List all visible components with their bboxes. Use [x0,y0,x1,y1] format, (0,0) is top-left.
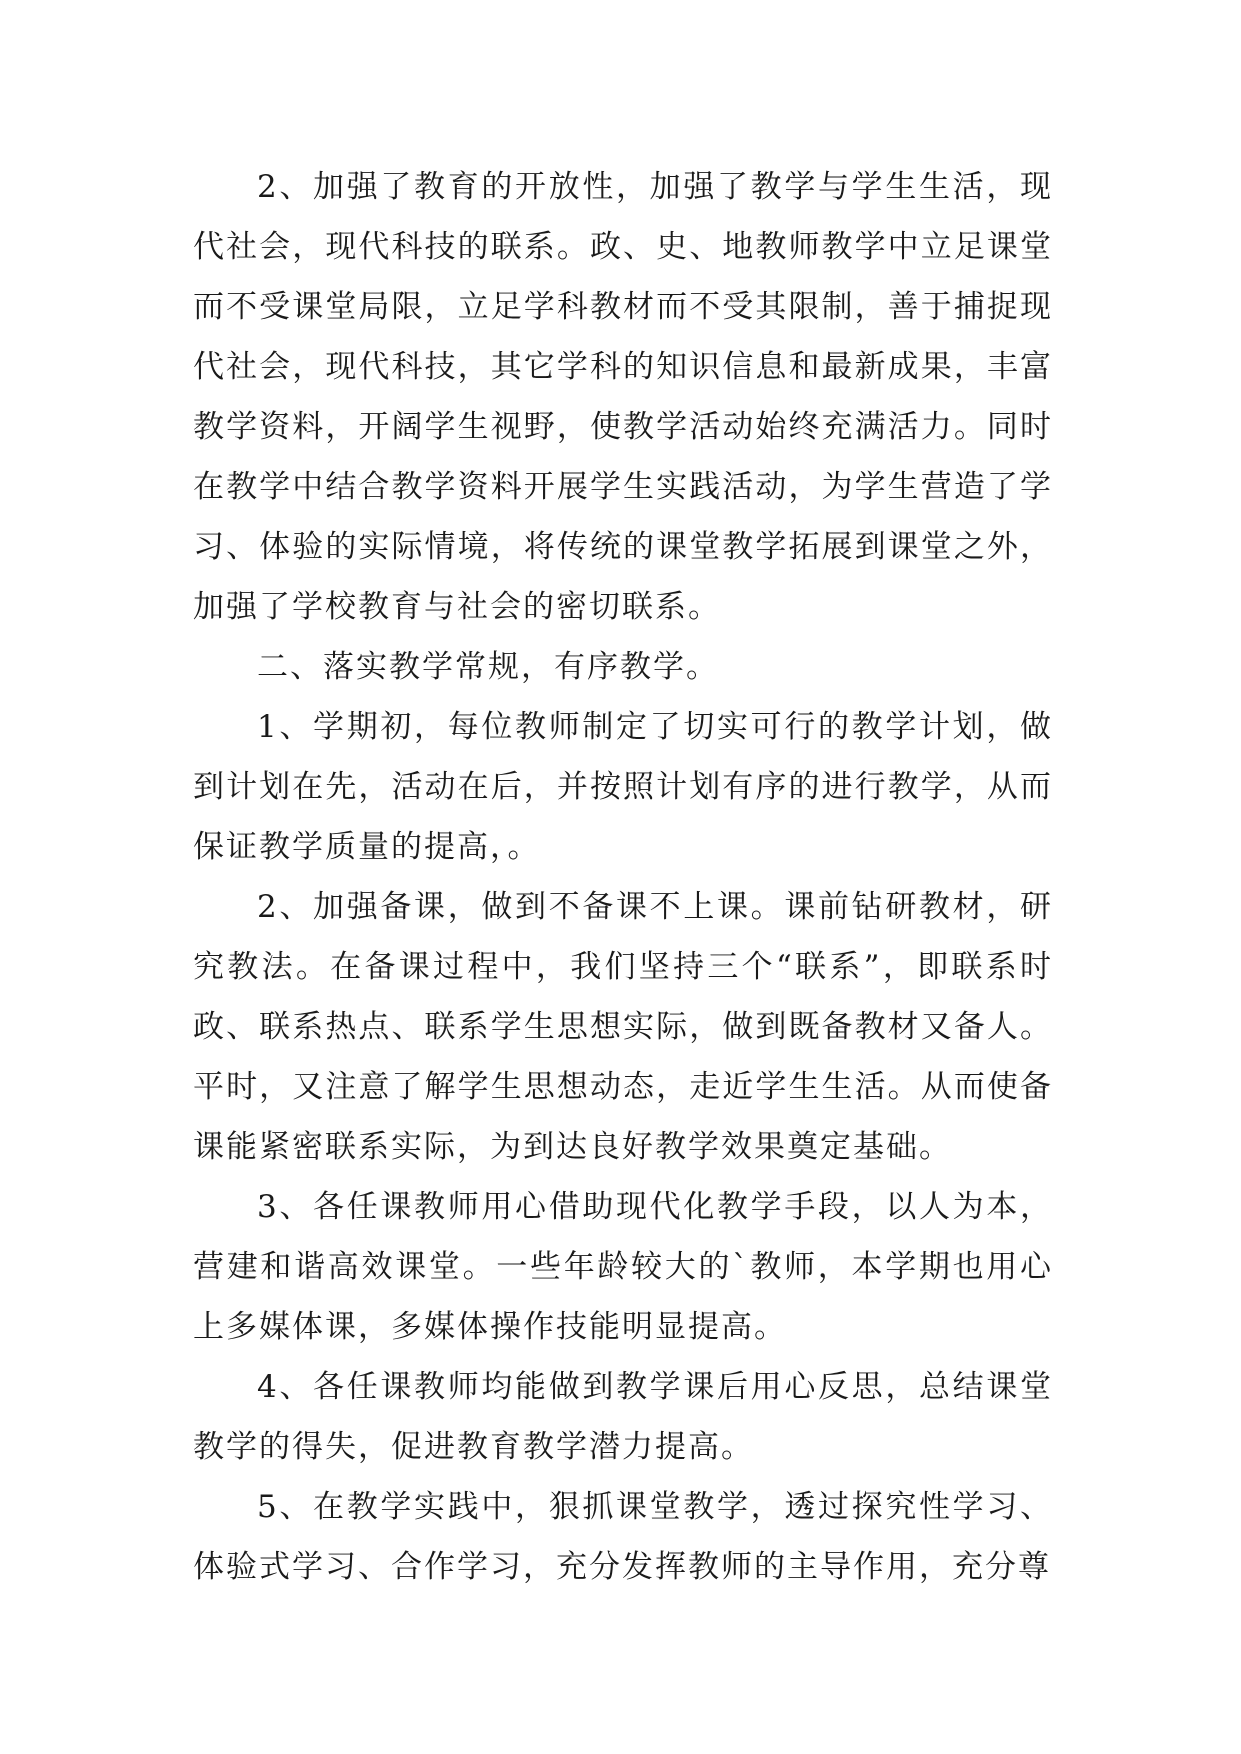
section-heading-teaching-routine: 二、落实教学常规，有序教学。 [257,649,719,685]
paragraph-reflection: 4、各任课教师均能做到教学课后用心反思，总结课堂教学的得失，促进教育教学潜力提高。 [193,1369,1053,1465]
paragraph-lesson-preparation: 2、加强备课，做到不备课不上课。课前钻研教材，研究教法。在备课过程中，我们坚持三个“联系”，即联系时政、联系热点、联系学生思想实际，做到既备教材又备人。平时，又注意了解学生思想动态，走近学生生活。从而使备课能紧密联系实际，为到达良好教学效果奠定基础。 [193,889,1053,1165]
paragraph-modern-teaching-means: 3、各任课教师用心借助现代化教学手段，以人为本，营建和谐高效课堂。一些年龄较大的`教师，本学期也用心上多媒体课，多媒体操作技能明显提高。 [193,1189,1053,1345]
paragraph-openness: 2、加强了教育的开放性，加强了教学与学生生活，现代社会，现代科技的联系。政、史、地教师教学中立足课堂而不受课堂局限，立足学科教材而不受其限制，善于捕捉现代社会，现代科技，其它学科的知识信息和最新成果，丰富教学资料，开阔学生视野，使教学活动始终充满活力。同时在教学中结合教学资料开展学生实践活动，为学生营造了学习、体验的实际情境，将传统的课堂教学拓展到课堂之外，加强了学校教育与社会的密切联系。 [193,169,1053,625]
paragraph-teaching-plan: 1、学期初，每位教师制定了切实可行的教学计划，做到计划在先，活动在后，并按照计划有序的进行教学，从而保证教学质量的提高，。 [193,709,1053,865]
document-page [193,157,1053,1597]
paragraph-classroom-practice: 5、在教学实践中，狠抓课堂教学，透过探究性学习、体验式学习、合作学习，充分发挥教师的主导作用，充分尊 [193,1489,1053,1585]
